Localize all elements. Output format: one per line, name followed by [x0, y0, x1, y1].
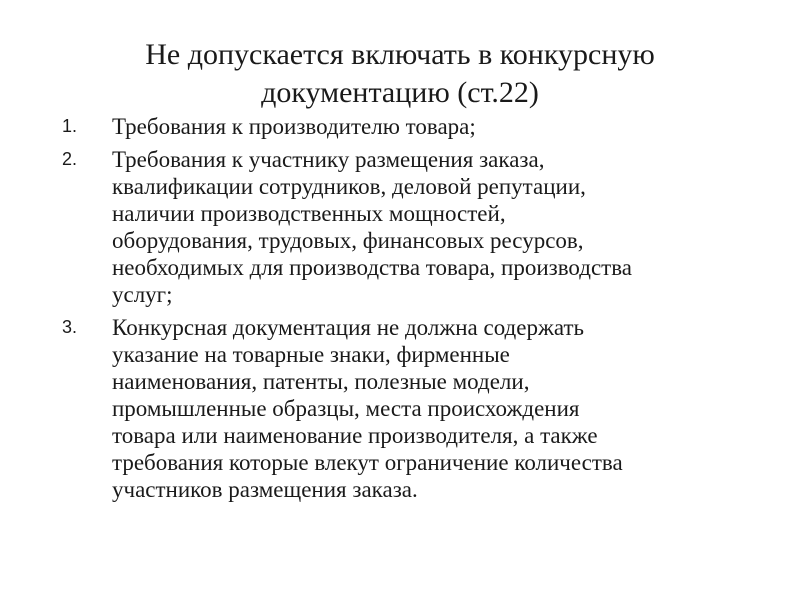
list-item-2	[62, 146, 752, 308]
text-line: услуг;	[112, 282, 173, 307]
text-line: Требования к участнику размещения заказа,	[112, 147, 545, 172]
text-line: Требования к производителю товара;	[112, 114, 476, 139]
list-item-text	[112, 113, 752, 140]
list-item-number: 1.	[62, 116, 78, 136]
list-item-text	[112, 146, 752, 308]
text-line: квалификации сотрудников, деловой репутации,	[112, 174, 586, 199]
text-line: участников размещения заказа.	[112, 477, 418, 502]
text-line: наличии производственных мощностей,	[112, 201, 506, 226]
text-line: требования которые влекут ограничение количества	[112, 450, 623, 475]
slide-title-line-2: документацию (ст.22)	[261, 76, 539, 109]
list-item-number: 3.	[62, 317, 78, 337]
text-line: Конкурсная документация не должна содержать	[112, 315, 585, 340]
text-line: наименования, патенты, полезные модели,	[112, 369, 530, 394]
text-line: товара или наименование производителя, а также	[112, 423, 598, 448]
list-item-1	[62, 113, 752, 140]
text-line: промышленные образцы, места происхождения	[112, 396, 580, 421]
text-line: оборудования, трудовых, финансовых ресурсов,	[112, 228, 584, 253]
slide-title	[100, 36, 700, 112]
list-item-3	[62, 314, 752, 503]
text-line: указание на товарные знаки, фирменные	[112, 342, 510, 367]
list-item-text	[112, 314, 752, 503]
text-line: необходимых для производства товара, производства	[112, 255, 632, 280]
slide-title-line-1: Не допускается включать в конкурсную	[145, 38, 655, 71]
bullet-list	[62, 113, 752, 509]
list-item-number: 2.	[62, 149, 78, 169]
